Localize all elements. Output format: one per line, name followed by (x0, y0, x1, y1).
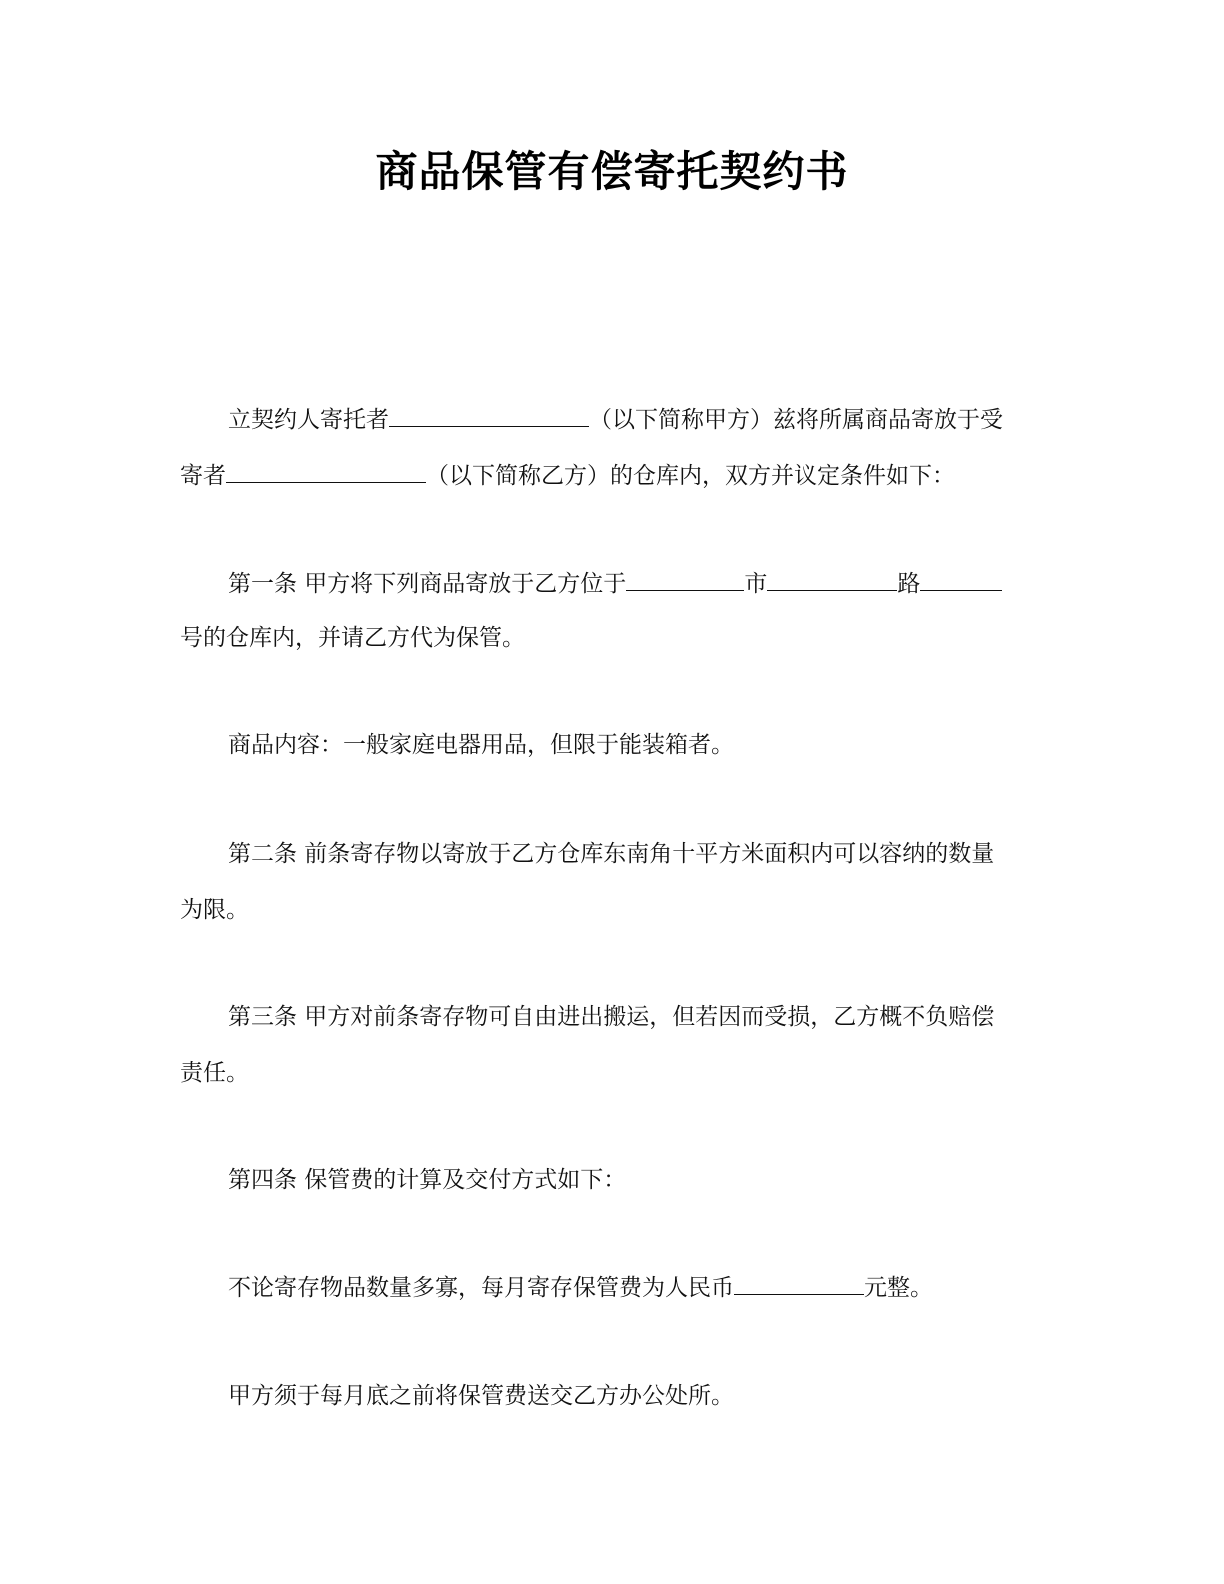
article-text: 第一条 甲方将下列商品寄放于乙方位于 (228, 571, 627, 597)
fee-text: 不论寄存物品数量多寡，每月寄存保管费为人民币 (228, 1275, 734, 1301)
preamble-text: （以下简称乙方）的仓库内，双方并议定条件如下： (426, 463, 955, 489)
consignee-blank[interactable] (226, 460, 426, 483)
payment-line: 甲方须于每月底之前将保管费送交乙方办公处所。 (228, 1383, 734, 1409)
article-3-line-1: 第三条 甲方对前条寄存物可自由进出搬运，但若因而受损，乙方概不负赔偿 (228, 1004, 995, 1030)
article-4-line-1: 第四条 保管费的计算及交付方式如下： (228, 1167, 627, 1193)
goods-content: 商品内容：一般家庭电器用品，但限于能装箱者。 (228, 732, 734, 758)
fee-text: 元整。 (864, 1275, 933, 1301)
road-label: 路 (897, 571, 921, 597)
article-2-line-2: 为限。 (180, 897, 249, 923)
number-blank[interactable] (920, 568, 1002, 591)
preamble-line-1 (228, 404, 1088, 436)
article-2-line-1: 第二条 前条寄存物以寄放于乙方仓库东南角十平方米面积内可以容纳的数量 (228, 841, 995, 867)
city-label: 市 (744, 571, 768, 597)
preamble-text: 寄者 (180, 463, 226, 489)
preamble-text: 立契约人寄托者 (228, 407, 389, 433)
preamble-text: （以下简称甲方）兹将所属商品寄放于受 (589, 407, 1003, 433)
document-title: 商品保管有偿寄托契约书 (375, 147, 849, 196)
consignor-blank[interactable] (389, 404, 589, 427)
article-1-line-1 (228, 568, 1088, 600)
preamble-line-2 (180, 460, 1040, 492)
city-blank[interactable] (626, 568, 744, 591)
article-3-line-2: 责任。 (180, 1060, 249, 1086)
article-1-line-2: 号的仓库内，并请乙方代为保管。 (180, 625, 525, 651)
road-blank[interactable] (767, 568, 897, 591)
fee-amount-blank[interactable] (734, 1272, 864, 1295)
fee-line (228, 1272, 1088, 1304)
